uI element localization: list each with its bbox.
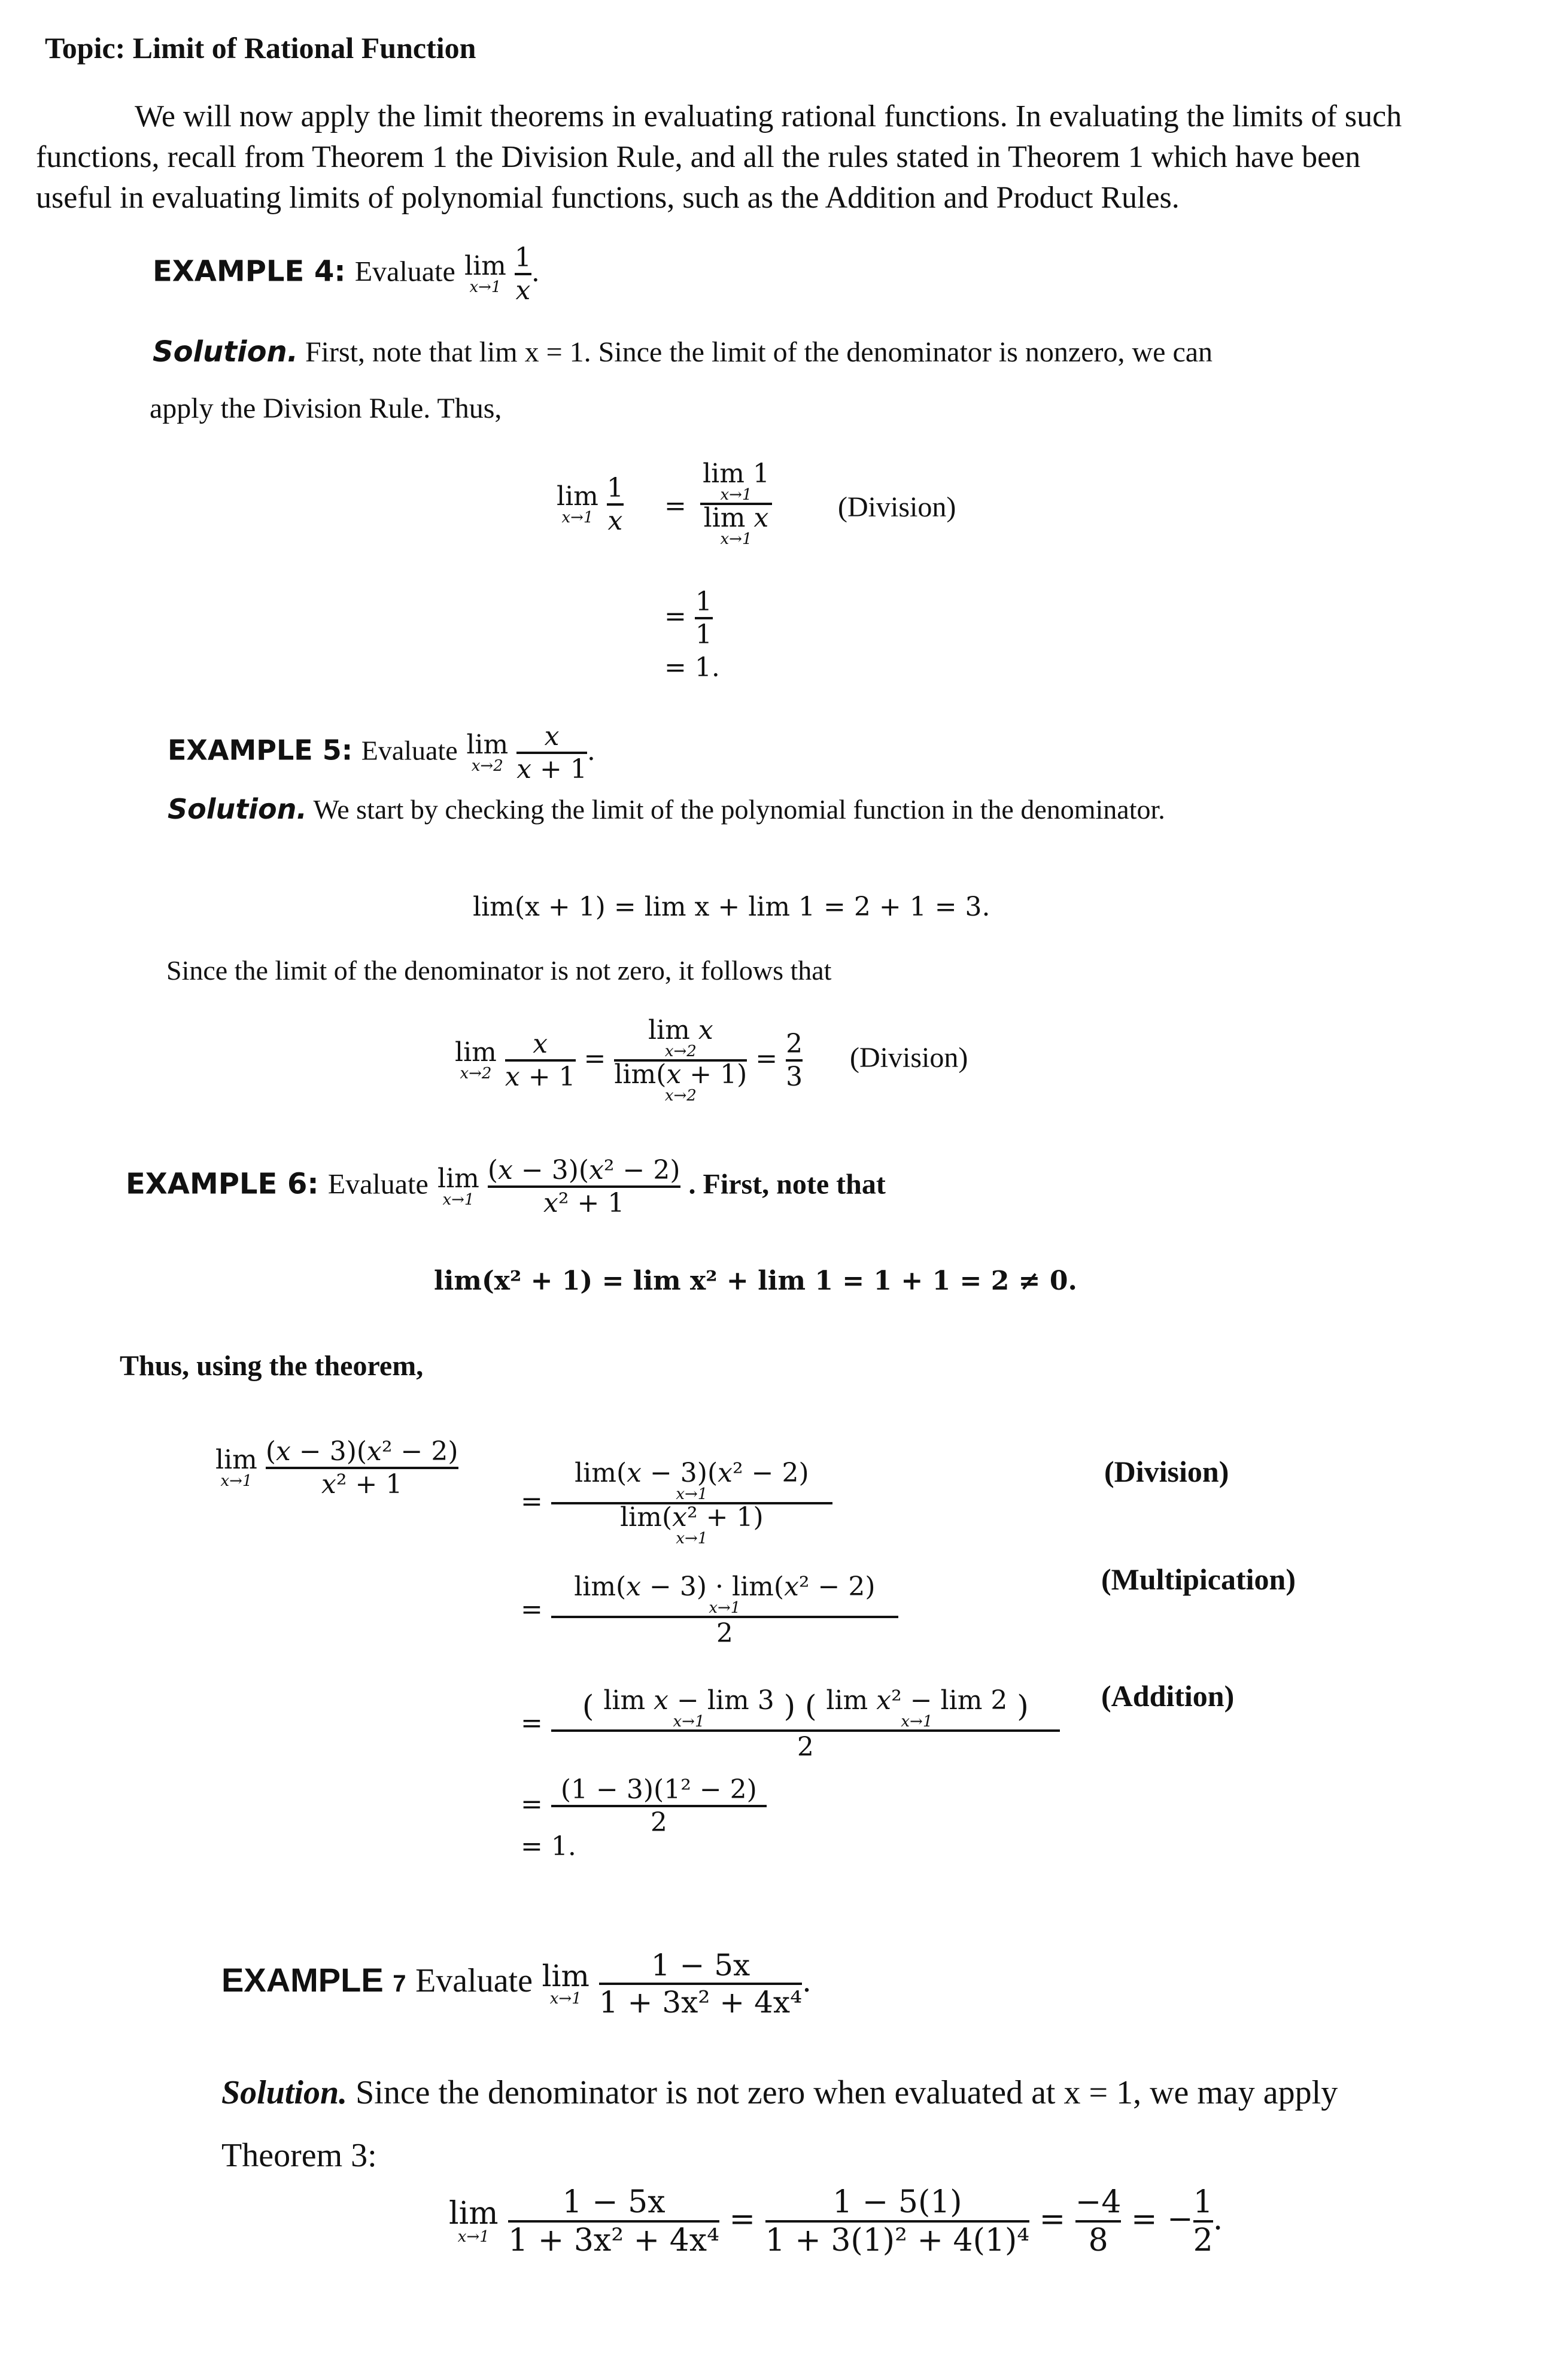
example-7-sub-denominator: 1 + 3(1)² + 4(1)⁴ — [765, 2223, 1030, 2258]
example-6-heading: EXAMPLE 6: Evaluate lim x→1 $\frac{\text{(x − 3)(x² − 2)}}{\text{x² + 1}}$ . First, note that — [126, 1155, 886, 1218]
example-7-heading: EXAMPLE 7 Evaluate lim x→1 $\frac{1 - 5x}{\text{1 + 3x² + 4x⁴}}$ . — [221, 1948, 812, 2020]
example-6-check-line: lim(x² + 1) = lim x² + lim 1 = 1 + 1 = 2 ≠ 0. — [434, 1266, 1077, 1296]
intro-line-3: useful in evaluating limits of polynomial functions, such as the Addition and Product Rules. — [36, 181, 1180, 215]
example-5-label: EXAMPLE 5: — [168, 734, 353, 767]
example-5-division-tag: (Division) — [850, 1042, 968, 1074]
example-6-tag-division: (Division) — [1104, 1455, 1229, 1488]
example-4-heading — [153, 242, 540, 306]
example-7-label: EXAMPLE — [221, 1961, 384, 1999]
example-6-first-note: . First, note that — [688, 1168, 886, 1200]
example-7-value-denominator: 8 — [1088, 2223, 1108, 2258]
example-7-solution-label: Solution. — [221, 2074, 348, 2111]
example-4-expression: lim x→1 $\frac{1}{x}$ . — [464, 242, 540, 306]
example-6-step-1: = lim(x − 3)(x² − 2) x→1 lim(x² + 1) x→1 — [521, 1460, 832, 1546]
example-6-lhs: lim x→1 $\frac{\text{(x − 3)(x² − 2)}}{\text{x² + 1}}$ — [215, 1436, 458, 1500]
example-4-solution-line-2: apply the Division Rule. Thus, — [150, 393, 502, 424]
example-7-final-equals: = − — [1131, 2201, 1193, 2238]
example-5-solution-label: Solution. — [168, 793, 307, 825]
example-4-division-step: lim 1 x→1 lim x x→1 — [700, 461, 772, 547]
example-7-value-numerator: −4 — [1075, 2184, 1122, 2220]
example-7-evaluate: Evaluate — [415, 1962, 533, 1999]
example-6-step-4: = $\frac{\text{(1 − 3)(1² − 2)}}{2}$ — [521, 1774, 767, 1838]
example-7-number: 7 — [393, 1971, 406, 1997]
intro-line-1: We will now apply the limit theorems in evaluating rational functions. In evaluating the limits of such — [135, 99, 1402, 133]
example-7-derivation: lim x→1 $\frac{1 - 5x}{\text{1 + 3x² + 4x⁴}}$ = $\frac{1 - 5(1)}{\text{1 + 3(1)² + 4(1)⁴}}$ = $\frac{-4}{8}$ = − $\frac{1}{2}$ . — [449, 2184, 1223, 2258]
example-4-lhs: lim x→1 $\frac{1}{x}$ — [557, 473, 624, 536]
example-4-label: EXAMPLE 4: — [153, 254, 346, 288]
example-5-denominator-limit: lim(x + 1) = lim x + lim 1 = 2 + 1 = 3. — [473, 892, 990, 922]
example-7-numerator: 1 − 5x — [651, 1948, 750, 1983]
example-4-evaluate: Evaluate — [354, 256, 455, 288]
example-4-solution — [153, 335, 1213, 369]
example-7-solution-text: Since the denominator is not zero when evaluated at x = 1, we may apply — [355, 2074, 1338, 2111]
example-7-denominator: 1 + 3x² + 4x⁴ — [598, 1985, 803, 2020]
example-6-tag-multiplication: (Multipication) — [1101, 1562, 1296, 1596]
example-4-equals-1: = — [664, 491, 686, 521]
example-5-heading: EXAMPLE 5: Evaluate lim x→2 $\frac{x}{x + 1}$ . — [168, 721, 595, 785]
example-4-result: = 1. — [664, 652, 720, 683]
example-4-solution-label: Solution. — [153, 335, 298, 369]
example-5-since-text: Since the limit of the denominator is not zero, it follows that — [166, 955, 832, 986]
example-4-division-tag: (Division) — [838, 491, 956, 523]
example-5-derivation: lim x→2 $\frac{x}{x + 1}$ = lim x x→2 lim(x + 1) x→2 = $\frac{2}{3}$ — [455, 1015, 803, 1105]
example-7-derivation-denominator: 1 + 3x² + 4x⁴ — [508, 2223, 719, 2258]
example-7-solution-line-2: Theorem 3: — [221, 2137, 377, 2174]
example-5-solution-text: We start by checking the limit of the polynomial function in the denominator. — [313, 794, 1165, 825]
example-6-thus: Thus, using the theorem, — [120, 1350, 424, 1382]
topic-title: Topic: Limit of Rational Function — [45, 31, 476, 65]
example-7-sub-numerator: 1 − 5(1) — [832, 2184, 962, 2220]
example-4-step-2: = $\frac{1}{1}$ — [664, 586, 712, 650]
example-6-evaluate: Evaluate — [327, 1168, 429, 1200]
example-6-step-3: = ( lim x − lim 3 x→1 ) ( lim x² − lim 2 x→1 ) 2 — [521, 1688, 1060, 1762]
example-6-result: = 1. — [521, 1831, 576, 1862]
example-6-step-4-numerator: (1 − 3)(1² − 2) — [560, 1774, 757, 1805]
example-7-solution — [221, 2074, 1338, 2112]
example-7-final-denominator: 2 — [1193, 2223, 1213, 2258]
example-6-step-2: = lim(x − 3) · lim(x² − 2) x→1 2 — [521, 1574, 898, 1649]
example-7-derivation-numerator: 1 − 5x — [562, 2184, 666, 2220]
example-6-tag-addition: (Addition) — [1101, 1679, 1235, 1713]
example-6-label: EXAMPLE 6: — [126, 1167, 319, 1201]
example-4-solution-text: First, note that lim x = 1. Since the limit of the denominator is nonzero, we can — [305, 336, 1213, 368]
example-5-evaluate: Evaluate — [361, 735, 458, 766]
intro-line-2: functions, recall from Theorem 1 the Division Rule, and all the rules stated in Theorem 1 which have been — [36, 140, 1361, 174]
example-7-final-numerator: 1 — [1193, 2184, 1213, 2220]
example-5-solution — [168, 793, 1165, 825]
